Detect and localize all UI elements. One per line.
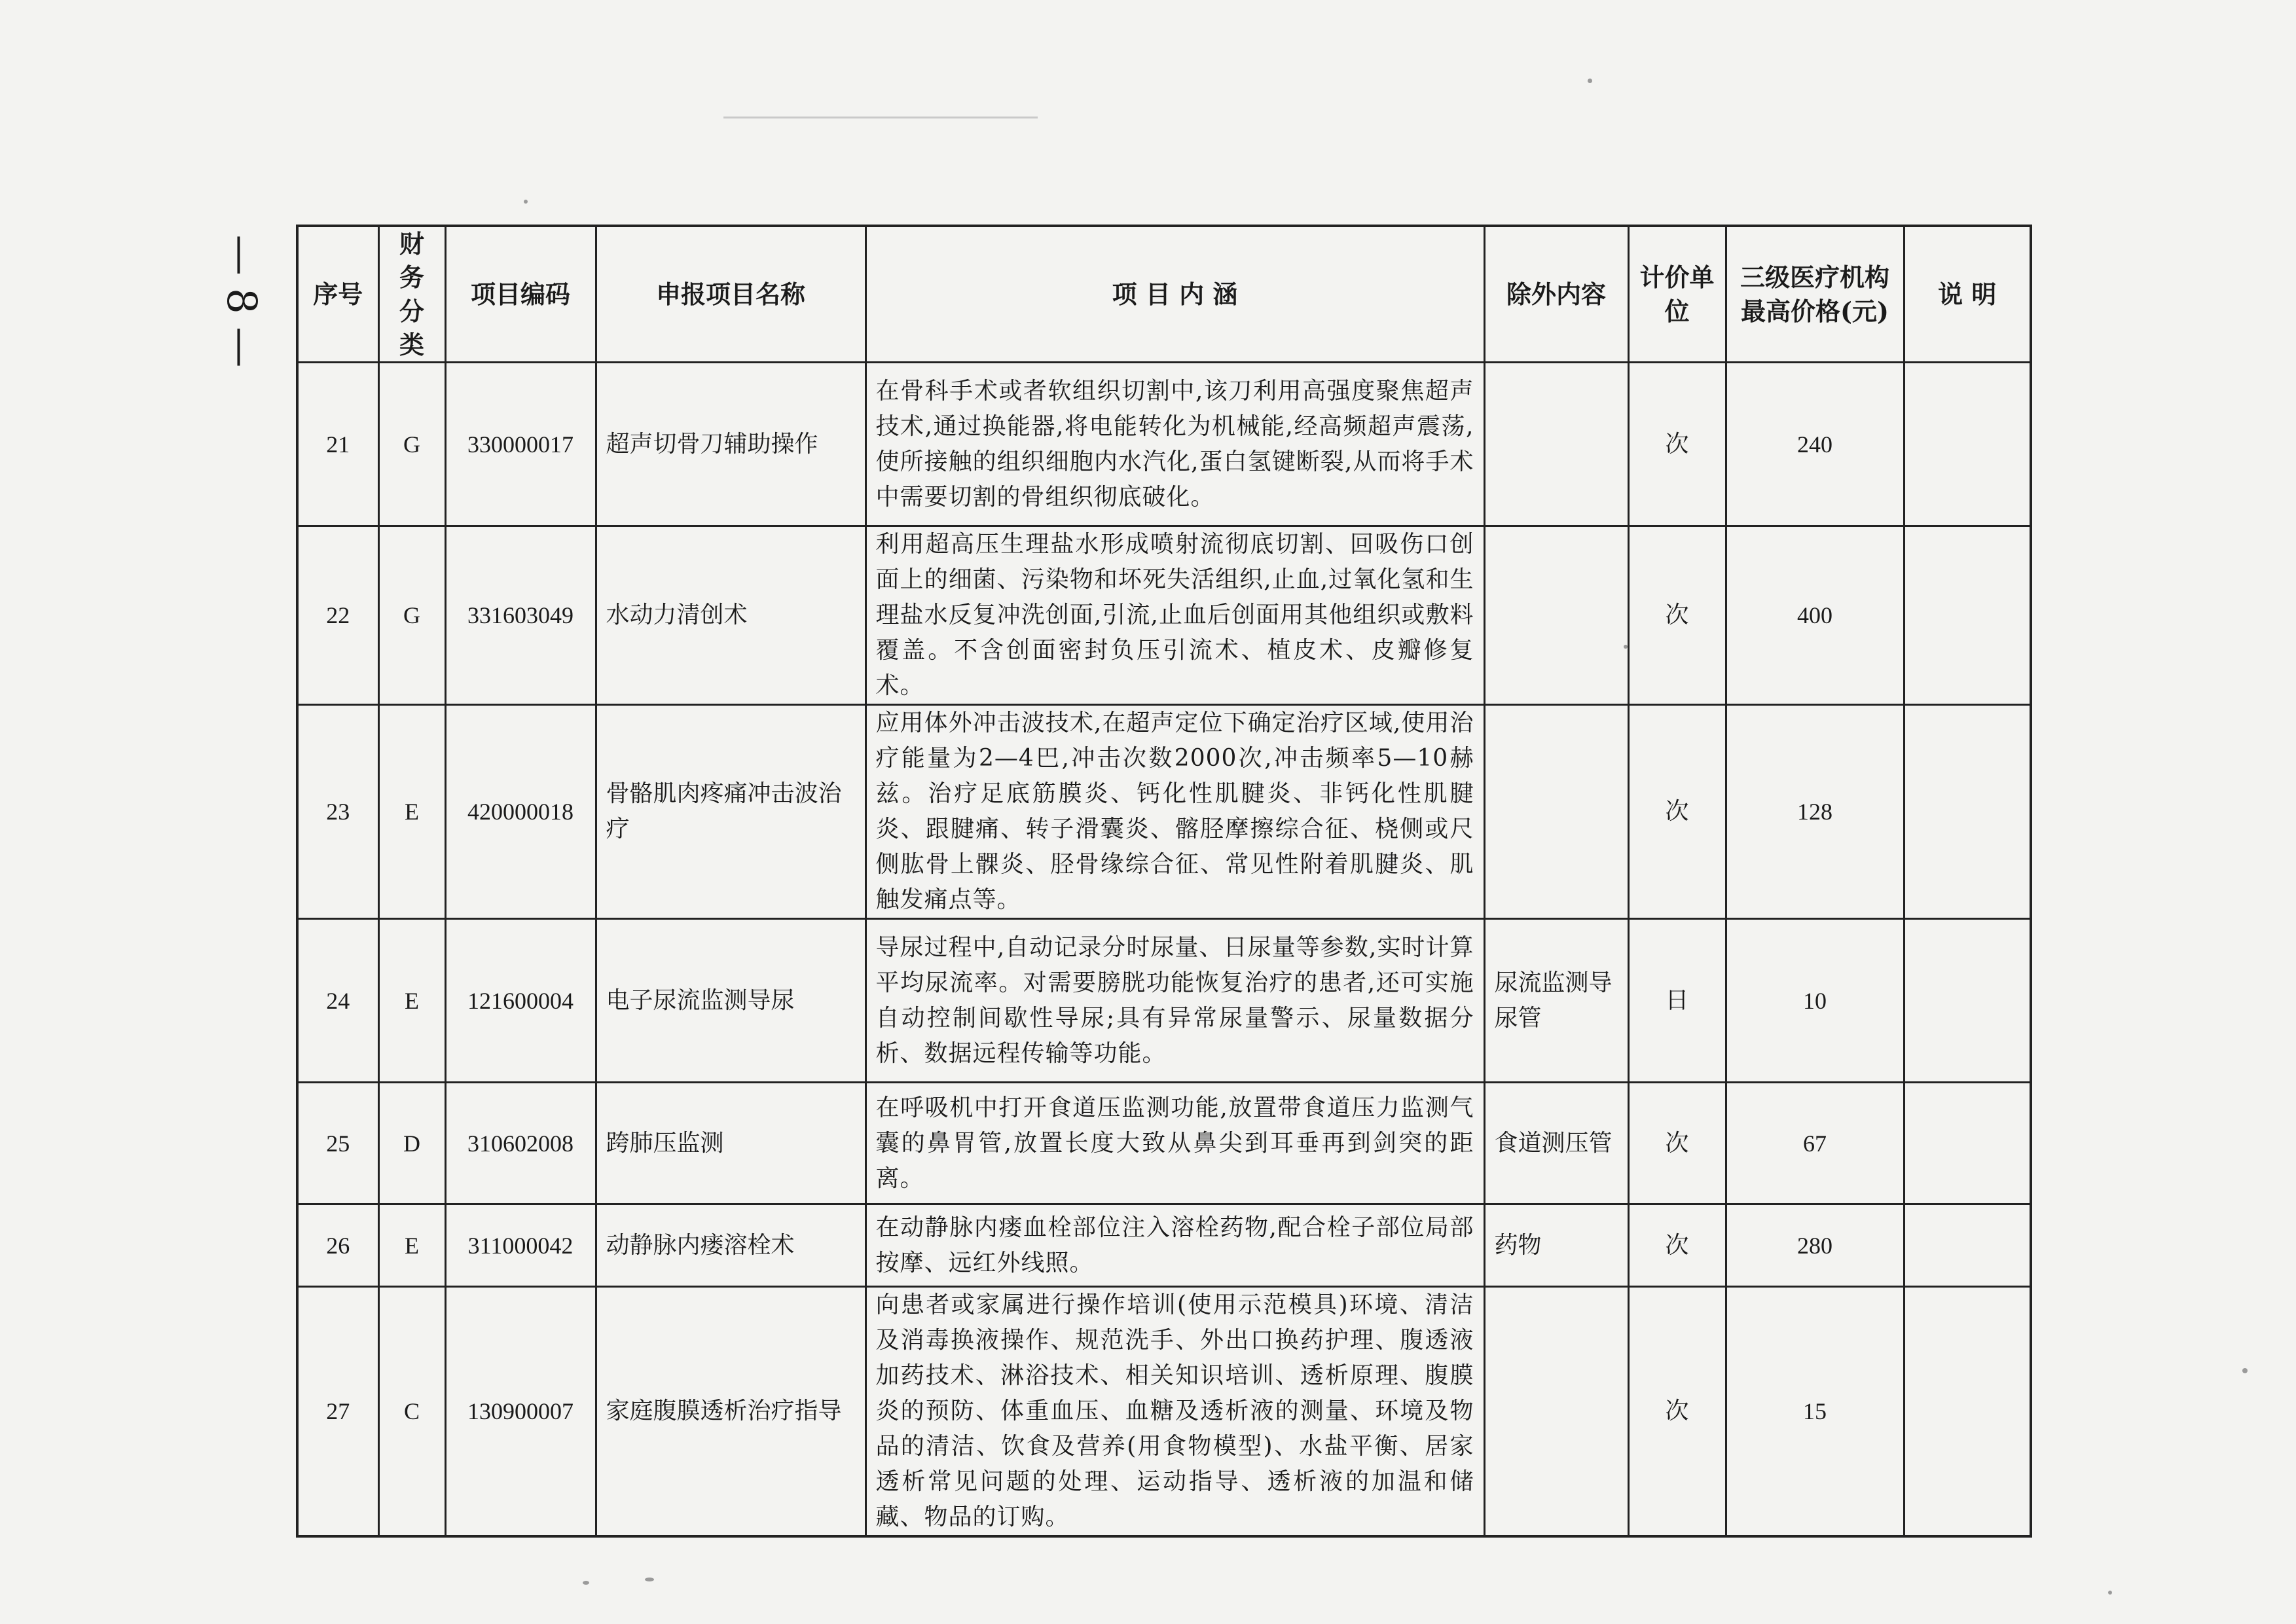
cell-content: 利用超高压生理盐水形成喷射流彻底切割、回吸伤口创面上的细菌、污染物和坏死失活组织,止血,过氧化氢和生理盐水反复冲洗创面,引流,止血后创面用其他组织或敷料覆盖。不含创面密封负压引流术、植皮术、皮瓣修复术。: [866, 526, 1484, 705]
cell-note: [1904, 1204, 2031, 1287]
cell-price: 10: [1726, 919, 1904, 1083]
cell-exclusion: 食道测压管: [1484, 1083, 1628, 1204]
scan-speck: [645, 1578, 654, 1581]
header-exclusion: 除外内容: [1484, 226, 1628, 363]
cell-note: [1904, 705, 2031, 919]
cell-seq: 24: [297, 919, 378, 1083]
header-name: 申报项目名称: [596, 226, 866, 363]
cell-category: E: [378, 705, 445, 919]
scan-speck: [2108, 1591, 2112, 1595]
cell-exclusion: 尿流监测导尿管: [1484, 919, 1628, 1083]
top-rule: [723, 117, 1038, 118]
table-row: [297, 919, 2031, 1083]
cell-content: 在骨科手术或者软组织切割中,该刀利用高强度聚焦超声技术,通过换能器,将电能转化为机械能,经高频超声震荡,使所接触的组织细胞内水汽化,蛋白氢键断裂,从而将手术中需要切割的骨组织彻底破化。: [866, 363, 1484, 526]
cell-code: 310602008: [445, 1083, 596, 1204]
header-unit: 计价单位: [1628, 226, 1726, 363]
page-number-text: — 8 —: [218, 234, 266, 368]
cell-content: 导尿过程中,自动记录分时尿量、日尿量等参数,实时计算平均尿流率。对需要膀胱功能恢复治疗的患者,还可实施自动控制间歇性导尿;具有异常尿量警示、尿量数据分析、数据远程传输等功能。: [866, 919, 1484, 1083]
cell-code: 331603049: [445, 526, 596, 705]
cell-unit: 次: [1628, 1204, 1726, 1287]
header-note: 说 明: [1904, 226, 2031, 363]
cell-category: C: [378, 1287, 445, 1537]
cell-name: 跨肺压监测: [596, 1083, 866, 1204]
cell-seq: 27: [297, 1287, 378, 1537]
cell-exclusion: [1484, 363, 1628, 526]
cell-unit: 次: [1628, 1083, 1726, 1204]
scan-speck: [2242, 1368, 2248, 1373]
cell-note: [1904, 919, 2031, 1083]
cell-exclusion: [1484, 526, 1628, 705]
cell-name: 电子尿流监测导尿: [596, 919, 866, 1083]
table-row: [297, 1083, 2031, 1204]
cell-note: [1904, 1083, 2031, 1204]
cell-note: [1904, 1287, 2031, 1537]
cell-unit: 次: [1628, 1287, 1726, 1537]
cell-seq: 21: [297, 363, 378, 526]
cell-exclusion: [1484, 1287, 1628, 1537]
cell-code: 130900007: [445, 1287, 596, 1537]
cell-content: 向患者或家属进行操作培训(使用示范模具)环境、清洁及消毒换液操作、规范洗手、外出口换药护理、腹透液加药技术、淋浴技术、相关知识培训、透析原理、腹膜炎的预防、体重血压、血糖及透析液的测量、环境及物品的清洁、饮食及营养(用食物模型)、水盐平衡、居家透析常见问题的处理、运动指导、透析液的加温和储藏、物品的订购。: [866, 1287, 1484, 1537]
scan-speck: [583, 1581, 589, 1585]
cell-exclusion: 药物: [1484, 1204, 1628, 1287]
cell-unit: 次: [1628, 363, 1726, 526]
table-row: [297, 526, 2031, 705]
cell-category: D: [378, 1083, 445, 1204]
cell-name: 家庭腹膜透析治疗指导: [596, 1287, 866, 1537]
header-category: 财务分类: [378, 226, 445, 363]
cell-seq: 23: [297, 705, 378, 919]
cell-name: 超声切骨刀辅助操作: [596, 363, 866, 526]
cell-name: 水动力清创术: [596, 526, 866, 705]
table-row: [297, 1287, 2031, 1537]
cell-code: 311000042: [445, 1204, 596, 1287]
header-code: 项目编码: [445, 226, 596, 363]
cell-note: [1904, 526, 2031, 705]
table-row: [297, 363, 2031, 526]
cell-exclusion: [1484, 705, 1628, 919]
cell-price: 400: [1726, 526, 1904, 705]
cell-code: 330000017: [445, 363, 596, 526]
table-header-row: [297, 226, 2031, 363]
header-price: 三级医疗机构最高价格(元): [1726, 226, 1904, 363]
header-seq: 序号: [297, 226, 378, 363]
cell-price: 15: [1726, 1287, 1904, 1537]
cell-unit: 次: [1628, 705, 1726, 919]
cell-content: 在呼吸机中打开食道压监测功能,放置带食道压力监测气囊的鼻胃管,放置长度大致从鼻尖到耳垂再到剑突的距离。: [866, 1083, 1484, 1204]
cell-content: 在动静脉内瘘血栓部位注入溶栓药物,配合栓子部位局部按摩、远红外线照。: [866, 1204, 1484, 1287]
cell-category: E: [378, 919, 445, 1083]
cell-price: 128: [1726, 705, 1904, 919]
cell-seq: 26: [297, 1204, 378, 1287]
table-row: [297, 1204, 2031, 1287]
cell-name: 骨骼肌肉疼痛冲击波治疗: [596, 705, 866, 919]
scan-speck: [524, 200, 528, 204]
cell-code: 420000018: [445, 705, 596, 919]
cell-code: 121600004: [445, 919, 596, 1083]
header-content: 项 目 内 涵: [866, 226, 1484, 363]
cell-name: 动静脉内瘘溶栓术: [596, 1204, 866, 1287]
cell-price: 67: [1726, 1083, 1904, 1204]
scan-speck: [1588, 79, 1592, 83]
table-row: [297, 705, 2031, 919]
cell-seq: 25: [297, 1083, 378, 1204]
cell-category: E: [378, 1204, 445, 1287]
cell-unit: 次: [1628, 526, 1726, 705]
cell-unit: 日: [1628, 919, 1726, 1083]
cell-note: [1904, 363, 2031, 526]
cell-seq: 22: [297, 526, 378, 705]
cell-price: 240: [1726, 363, 1904, 526]
cell-category: G: [378, 526, 445, 705]
cell-price: 280: [1726, 1204, 1904, 1287]
price-table: [296, 225, 2032, 1538]
cell-content: 应用体外冲击波技术,在超声定位下确定治疗区域,使用治疗能量为2—4巴,冲击次数2000次,冲击频率5—10赫兹。治疗足底筋膜炎、钙化性肌腱炎、非钙化性肌腱炎、跟腱痛、转子滑囊炎、髂胫摩擦综合征、桡侧或尺侧肱骨上髁炎、胫骨缘综合征、常见性附着肌腱炎、肌触发痛点等。: [866, 705, 1484, 919]
cell-category: G: [378, 363, 445, 526]
